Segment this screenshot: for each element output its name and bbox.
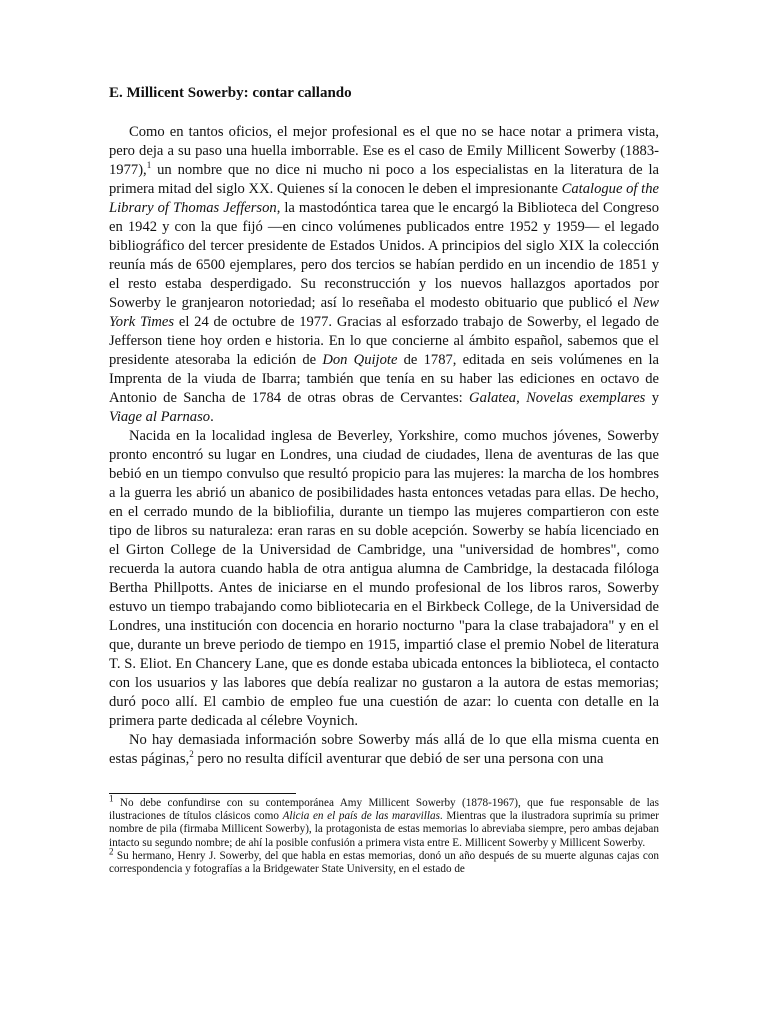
paragraph: [109, 123, 659, 427]
italic-title: Viage al Parnaso: [109, 409, 211, 425]
footnote-marker: 2: [109, 846, 114, 857]
text-run: No debe confundirse con su contemporánea Amy Millicent Sowerby (1878-1967), que fue responsable de las ilustraciones de títulos clásicos como: [109, 797, 659, 823]
footnote-marker: 1: [109, 793, 114, 804]
text-run: Su hermano, Henry J. Sowerby, del que habla en estas memorias, donó un año después de su muerte algunas cajas con correspondencia y fotografías a la Bridgewater State University, en el estado de: [109, 849, 659, 876]
chapter-title: E. Millicent Sowerby: contar callando: [109, 85, 352, 101]
italic-title: Don Quijote: [322, 352, 398, 368]
text-run: ,: [516, 390, 527, 406]
italic-title: Alicia en el país de las maravillas: [282, 810, 440, 823]
paragraph: [109, 427, 659, 731]
footnote-marker: 1: [146, 160, 152, 171]
text-run: , la mastodóntica tarea que le encargó la Biblioteca del Congreso en 1942 y con la que fijó —en cinco volúmenes publicados entre 1952 y 1959— el legado bibliográfico del tercer presidente de Estados Unidos. A principios del siglo XIX la colección reunía más de 6500 ejemplares, pero dos tercios se habían perdido en un incendio de 1851 y el resto estaba desperdigado. Su reconstrucción y los nuevos hallazgos aportados por Sowerby le granjearon notoriedad; así lo reseñaba el modesto obituario que publicó el: [109, 200, 659, 311]
footnotes: [109, 793, 659, 876]
footnote: [109, 846, 659, 876]
italic-title: Galatea: [469, 390, 517, 406]
footnote: [109, 793, 659, 850]
text-run: Nacida en la localidad inglesa de Beverley, Yorkshire, como muchos jóvenes, Sowerby pronto encontró su lugar en Londres, una ciudad de ciudades, llena de aventuras de las que bebió en un tiempo convulso que resultó propicio para las mujeres: la marcha de los hombres a la guerra les abrió un abanico de posibilidades hasta entonces vetadas para ellas. De hecho, en el cerrado mundo de la bibliofilia, durante un tiempo las mujeres compartieron con este tipo de libros su naturaleza: eran raras en su doble acepción. Sowerby se había licenciado en el Girton College de la Universidad de Cambridge, una "universidad de hombres", como recuerda la autora cuando habla de otra antigua alumna de Cambridge, la destacada filóloga Bertha Phillpotts. Antes de iniciarse en el mundo profesional de los libros raros, Sowerby estuvo un tiempo trabajando como bibliotecaria en el Birkbeck College, de la Universidad de Londres, una institución con docencia en horario nocturno "para la clase trabajadora" y en el que, durante un breve periodo de tiempo en 1915, impartió clase el premio Nobel de literatura T. S. Eliot. En Chancery Lane, que es donde estaba ubicada entonces la biblioteca, el contacto con los usuarios y las labores que debía realizar no gustaron a la autora de estas memorias; duró poco allí. El cambio de empleo fue una cuestión de azar: lo cuenta con detalle en la primera parte dedicada al célebre Voynich.: [109, 428, 659, 729]
text-run: de 1787, editada en seis volúmenes en la Imprenta de la viuda de Ibarra; también que tenía en su haber las ediciones en octavo de Antonio de Sancha de 1784 de otras obras de Cervantes:: [109, 352, 659, 406]
italic-title: Catalogue of the Library of Thomas Jefferson: [109, 181, 659, 216]
paragraph: [109, 731, 659, 769]
text-run: Como en tantos oficios, el mejor profesional es el que no se hace notar a primera vista, pero deja a su paso una huella imborrable. Ese es el caso de Emily Millicent Sowerby (1883-1977),: [109, 124, 659, 178]
footnote-marker: 2: [189, 749, 194, 760]
body-text: [109, 123, 659, 769]
text-run: .: [210, 409, 214, 425]
footnote-divider: [109, 793, 296, 794]
text-run: y: [645, 390, 659, 406]
text-run: el 24 de octubre de 1977. Gracias al esforzado trabajo de Sowerby, el legado de Jefferson tiene hoy orden e historia. En lo que concierne al ámbito español, sabemos que el presidente atesoraba la edición de: [109, 314, 659, 368]
text-run: pero no resulta difícil aventurar que debió de ser una persona con una: [193, 751, 604, 767]
text-run: No hay demasiada información sobre Sowerby más allá de lo que ella misma cuenta en estas páginas,: [109, 732, 659, 767]
text-run: . Mientras que la ilustradora suprimía su primer nombre de pila (firmaba Millicent Sowerby), la protagonista de estas memorias lo abreviaba siempre, pero ambas dejaban intacto su segundo nombre; de ahí la posible confusión a primera vista entre E. Millicent Sowerby y Millicent Sowerby.: [109, 810, 659, 849]
text-run: un nombre que no dice ni mucho ni poco a los especialistas en la literatura de la primera mitad del siglo XX. Quienes sí la conocen le deben el impresionante: [109, 162, 659, 197]
italic-title: New York Times: [109, 295, 659, 330]
italic-title: Novelas exemplares: [526, 390, 646, 406]
